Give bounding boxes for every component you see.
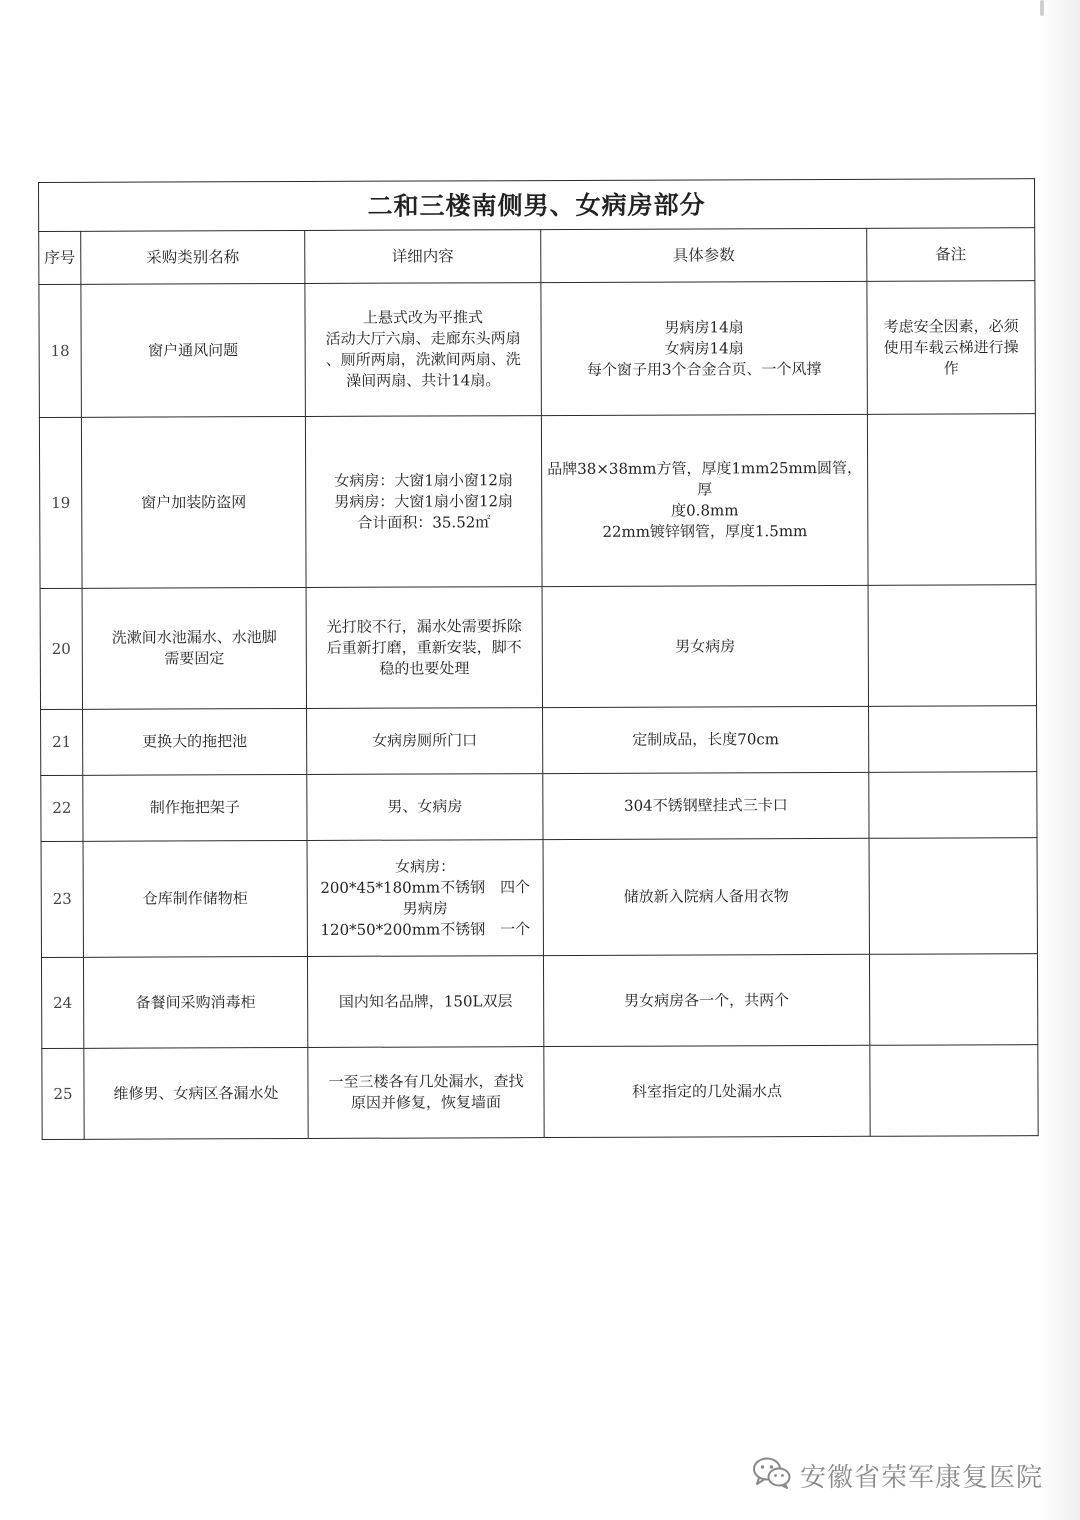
row-category: 窗户通风问题 (81, 283, 306, 417)
row-number: 23 (41, 841, 83, 957)
table-row (42, 1045, 1038, 1140)
row-category: 维修男、女病区各漏水处 (84, 1047, 308, 1139)
table-row (39, 281, 1036, 418)
row-detail: 一至三楼各有几处漏水，查找 原因并修复，恢复墙面 (308, 1047, 544, 1139)
row-number: 19 (39, 417, 82, 588)
table-row (41, 706, 1037, 776)
header-note: 备注 (867, 228, 1035, 282)
row-note (869, 954, 1037, 1046)
table-row (41, 772, 1037, 842)
row-detail: 上悬式改为平推式 活动大厅六扇、走廊东头两扇 、厕所两扇，洗漱间两扇、洗 澡间两扇、共计14扇。 (305, 283, 542, 417)
table-row (41, 838, 1037, 958)
header-params: 具体参数 (541, 228, 867, 282)
row-number: 18 (39, 284, 82, 417)
row-category: 更换大的拖把池 (83, 708, 307, 775)
row-detail: 女病房： 200*45*180mm不锈钢 四个 男病房 120*50*200mm不锈钢 一个 (307, 840, 543, 957)
header-category: 采购类别名称 (81, 230, 305, 284)
row-note (869, 772, 1037, 839)
row-category: 备餐间采购消毒柜 (83, 956, 307, 1048)
row-category: 制作拖把架子 (83, 774, 307, 841)
row-params: 品牌38×38mm方管，厚度1mm25mm圆管，厚 度0.8mm 22mm镀锌钢管，厚度1.5mm (541, 414, 868, 586)
row-detail: 光打胶不行，漏水处需要拆除 后重新打磨，重新安装，脚不 稳的也要处理 (306, 587, 542, 709)
scan-edge (1038, 0, 1080, 1520)
row-params: 定制成品，长度70cm (543, 706, 869, 773)
table-row (41, 954, 1037, 1049)
row-number: 21 (41, 709, 83, 775)
row-category: 仓库制作储物柜 (83, 840, 307, 957)
row-detail: 女病房：大窗1扇小窗12扇 男病房：大窗1扇小窗12扇 合计面积：35.52㎡ (305, 416, 542, 588)
row-params: 储放新入院病人备用衣物 (543, 838, 869, 955)
row-detail: 国内知名品牌，150L双层 (307, 956, 543, 1048)
row-params: 男病房14扇 女病房14扇 每个窗子用3个合金合页、一个风撑 (541, 281, 868, 415)
header-row (39, 228, 1035, 285)
row-detail: 男、女病房 (307, 774, 543, 841)
header-detail: 详细内容 (305, 230, 541, 284)
watermark (752, 1456, 1043, 1494)
row-note (869, 706, 1037, 773)
procurement-table (38, 178, 1039, 1140)
row-note (869, 838, 1037, 955)
row-note: 考虑安全因素，必须 使用车载云梯进行操 作 (867, 281, 1036, 415)
row-params: 男女病房 (542, 585, 868, 707)
document-title: 二和三楼南侧男、女病房部分 (39, 179, 1035, 232)
row-number: 24 (41, 957, 83, 1048)
table-row (40, 585, 1036, 710)
header-no: 序号 (39, 231, 81, 284)
table-row (39, 414, 1036, 589)
row-number: 20 (40, 588, 82, 709)
row-number: 22 (41, 775, 83, 841)
document-sheet (38, 178, 1038, 1140)
wechat-icon (752, 1456, 792, 1494)
title-row (39, 179, 1035, 232)
scan-speck (1040, 0, 1044, 16)
row-detail: 女病房厕所门口 (307, 708, 543, 775)
row-note (868, 585, 1036, 707)
row-category: 洗漱间水池漏水、水池脚 需要固定 (82, 587, 306, 709)
row-note (870, 1045, 1038, 1137)
row-params: 男女病房各一个，共两个 (543, 954, 869, 1046)
row-note (867, 414, 1036, 586)
row-params: 科室指定的几处漏水点 (544, 1045, 870, 1137)
row-category: 窗户加装防盗网 (81, 416, 306, 588)
row-params: 304不锈钢壁挂式三卡口 (543, 772, 869, 839)
watermark-text: 安徽省荣军康复医院 (800, 1462, 1044, 1493)
row-number: 25 (42, 1048, 84, 1139)
